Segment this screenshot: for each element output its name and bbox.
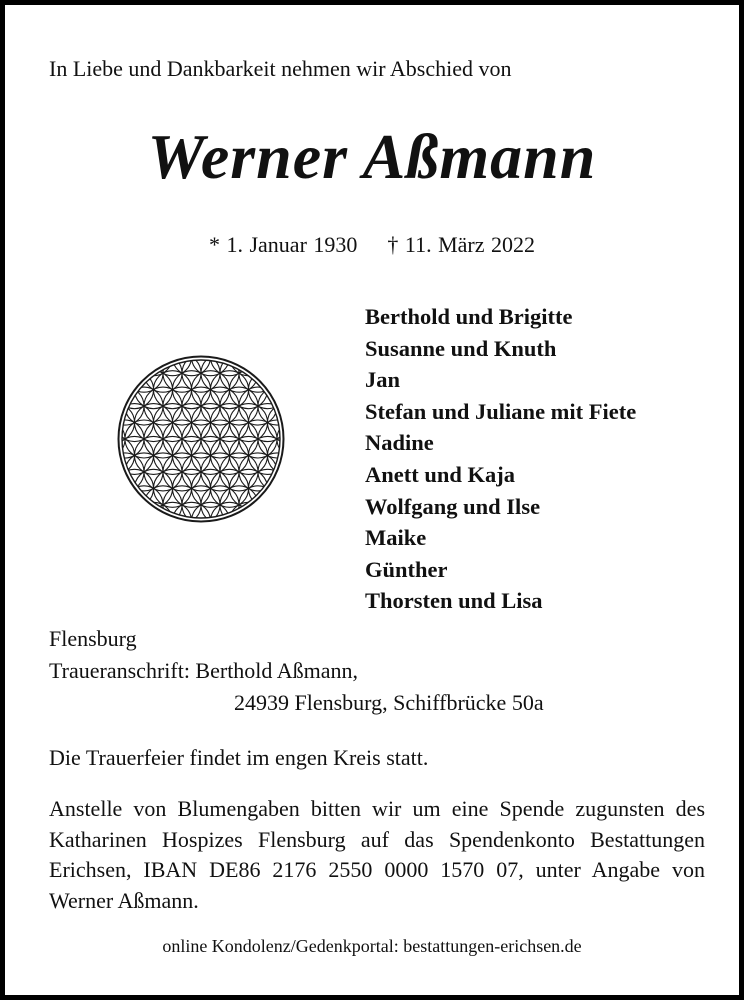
birth-date: * 1. Januar 1930 (208, 232, 358, 257)
city-label: Flensburg (49, 626, 137, 651)
family-member: Jan (365, 367, 401, 393)
donation-paragraph: Anstelle von Blumengaben bitten wir um eine Spende zugunsten des Katharinen Hospizes Flensburg auf das Spendenkonto Bestattungen Erichsen, IBAN DE86 2176 2550 0000 1570 07, unter Angabe von Werner Aßmann. (49, 796, 705, 913)
family-member: Anett und Kaja (365, 461, 516, 487)
mourning-address-line2: 24939 Flensburg, Schiffbrücke 50a (234, 690, 544, 715)
flower-petal-circle (192, 355, 230, 376)
condolence-portal-text: online Kondolenz/Gedenkportal: bestattungen-erichsen.de (162, 936, 582, 956)
ceremony-text: Die Trauerfeier findet im engen Kreis statt. (49, 745, 429, 770)
flower-petal-circle (173, 502, 211, 523)
death-date: † 11. März 2022 (387, 232, 536, 257)
family-members-list (365, 301, 636, 617)
deceased-name: Werner Aßmann (147, 121, 597, 192)
mourning-address-line1: Traueranschrift: Berthold Aßmann, (49, 658, 358, 683)
flower-of-life-icon (117, 355, 285, 523)
family-member: Susanne und Knuth (365, 335, 557, 361)
flower-petal-circle (173, 355, 211, 376)
family-member: Maike (365, 525, 427, 551)
family-member: Günther (365, 556, 448, 582)
family-member: Thorsten und Lisa (365, 588, 543, 614)
family-member: Berthold und Brigitte (365, 304, 573, 329)
flower-petal-circle (192, 502, 230, 523)
family-member: Wolfgang und Ilse (365, 493, 541, 519)
family-member: Stefan und Juliane mit Fiete (365, 398, 637, 424)
family-member: Nadine (365, 430, 434, 456)
life-dates (5, 231, 739, 259)
intro-text: In Liebe und Dankbarkeit nehmen wir Abschied von (49, 56, 512, 81)
